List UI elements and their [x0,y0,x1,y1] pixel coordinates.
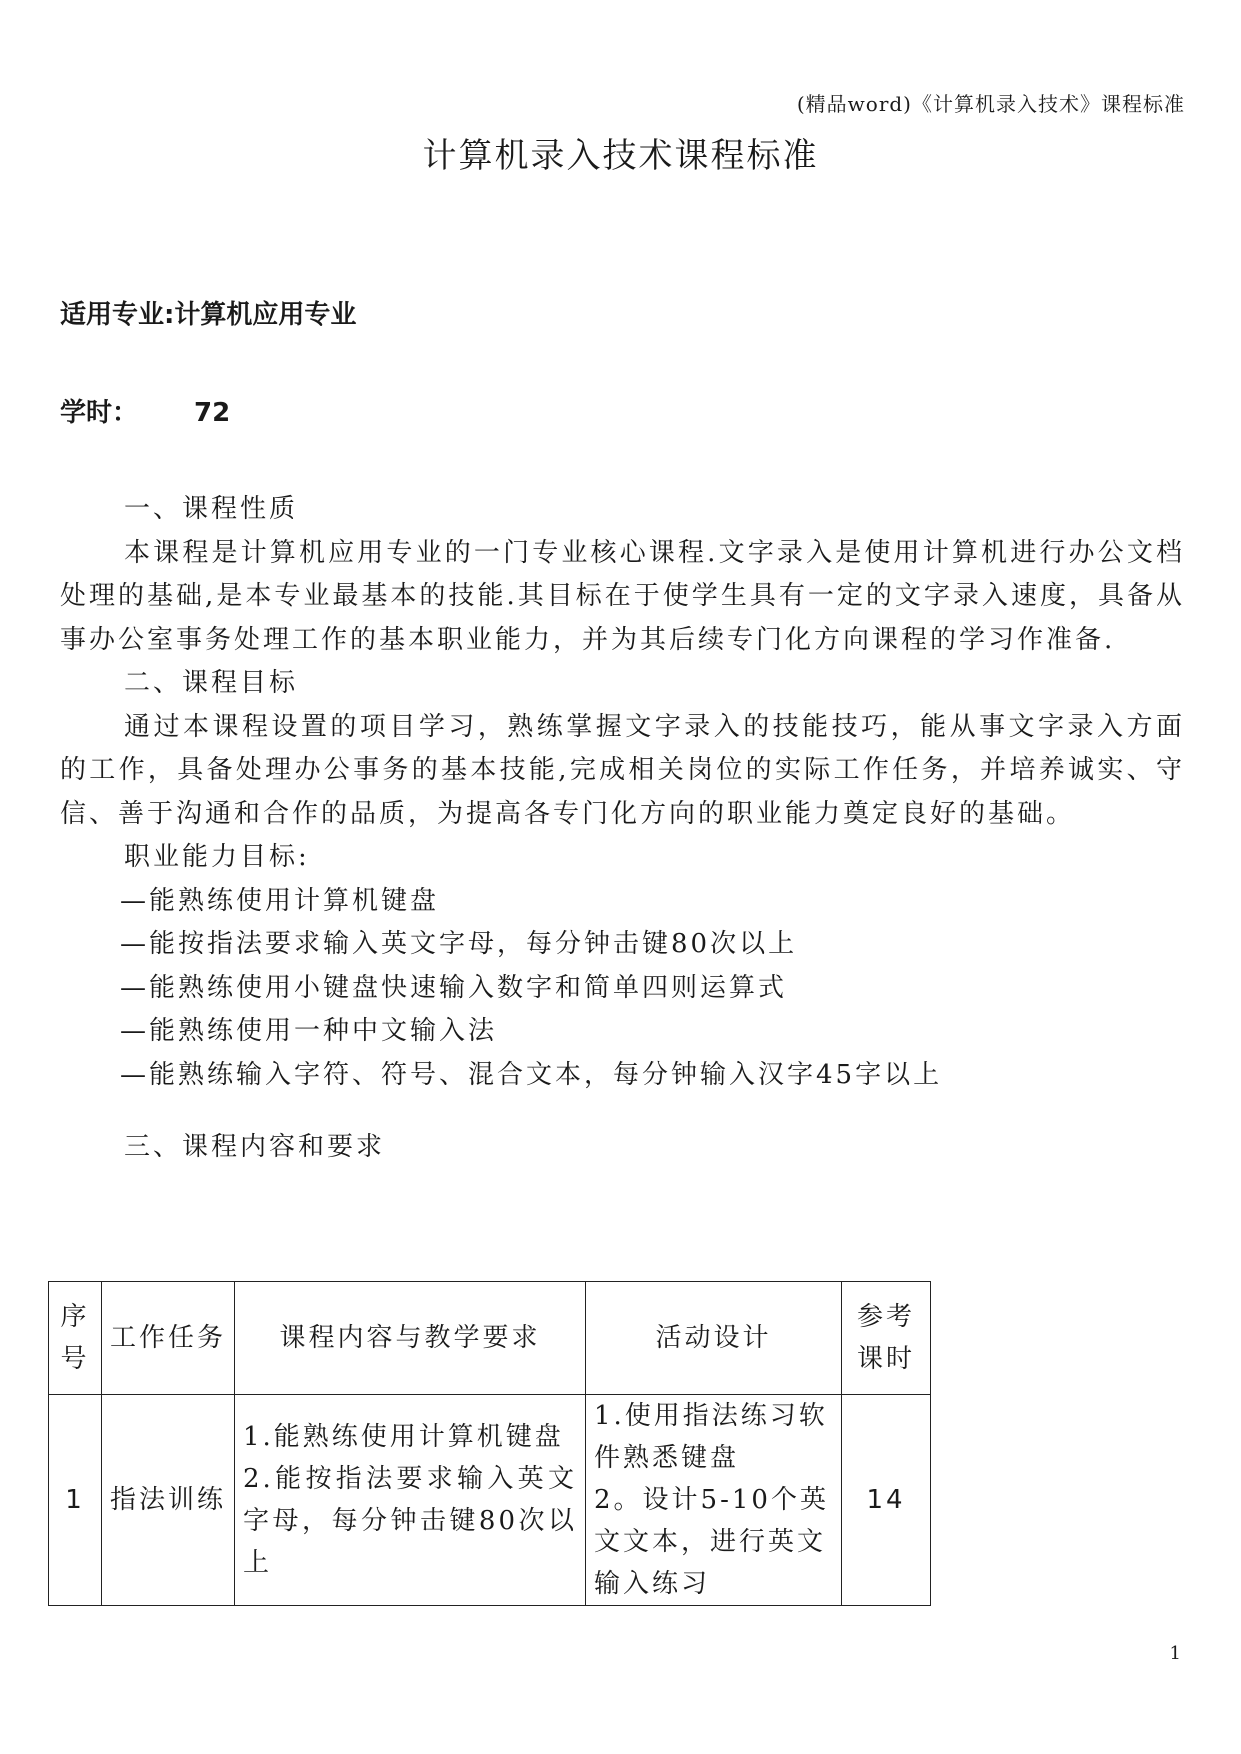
ability-item: —能熟练使用小键盘快速输入数字和简单四则运算式 [120,972,788,1003]
activity-item: 1.使用指法练习软件熟悉键盘 [594,1401,828,1473]
content-item: 1.能熟练使用计算机键盘 [243,1422,564,1452]
header-content: 课程内容与教学要求 [235,1282,586,1395]
section-heading-nature: 一、课程性质 [124,494,299,524]
header-hours: 参考课时 [842,1282,931,1395]
cell-hours: 14 [842,1395,931,1606]
table-header-row [49,1282,931,1395]
section-heading-goals: 二、课程目标 [124,668,299,698]
table-row [49,1395,931,1606]
cell-task: 指法训练 [102,1395,235,1606]
course-content-table [48,1281,931,1606]
header-num: 序号 [49,1282,102,1395]
header-activity: 活动设计 [586,1282,842,1395]
ability-heading: 职业能力目标: [124,842,310,872]
cell-num: 1 [49,1395,102,1606]
document-title: 计算机录入技术课程标准 [422,136,819,176]
header-task: 工作任务 [102,1282,235,1395]
cell-activity [586,1395,842,1606]
page-number: 1 [1169,1643,1181,1664]
course-hours [60,392,230,429]
ability-item: —能熟练使用计算机键盘 [120,885,440,916]
ability-item: —能按指法要求输入英文字母，每分钟击键80次以上 [120,929,798,959]
hours-value: 72 [194,398,231,428]
section-heading-content: 三、课程内容和要求 [124,1132,386,1162]
content-item: 2.能按指法要求输入英文字母，每分钟击键80次以上 [243,1464,577,1578]
activity-item: 2。设计5-10个英文文本，进行英文输入练习 [594,1485,829,1599]
ability-item: —能熟练输入字符、符号、混合文本，每分钟输入汉字45字以上 [120,1059,943,1090]
running-header: (精品word)《计算机录入技术》课程标准 [796,92,1185,116]
spacer [60,1097,1185,1126]
ability-item: —能熟练使用一种中文输入法 [120,1016,498,1046]
paragraph-goals: 通过本课程设置的项目学习，熟练掌握文字录入的技能技巧，能从事文字录入方面的工作，具备处理办公事务的基本技能,完成相关岗位的实际工作任务，并培养诚实、守信、善于沟通和合作的品质，为提高各专门化方向的职业能力奠定良好的基础。 [60,711,1185,829]
applicable-major: 适用专业:计算机应用专业 [60,300,357,330]
cell-content [235,1395,586,1606]
document-body [60,488,1185,1170]
hours-label: 学时： [60,398,139,428]
paragraph-nature: 本课程是计算机应用专业的一门专业核心课程.文字录入是使用计算机进行办公文档处理的基础,是本专业最基本的技能.其目标在于使学生具有一定的文字录入速度，具备从事办公室事务处理工作的基本职业能力，并为其后续专门化方向课程的学习作准备. [60,537,1185,655]
